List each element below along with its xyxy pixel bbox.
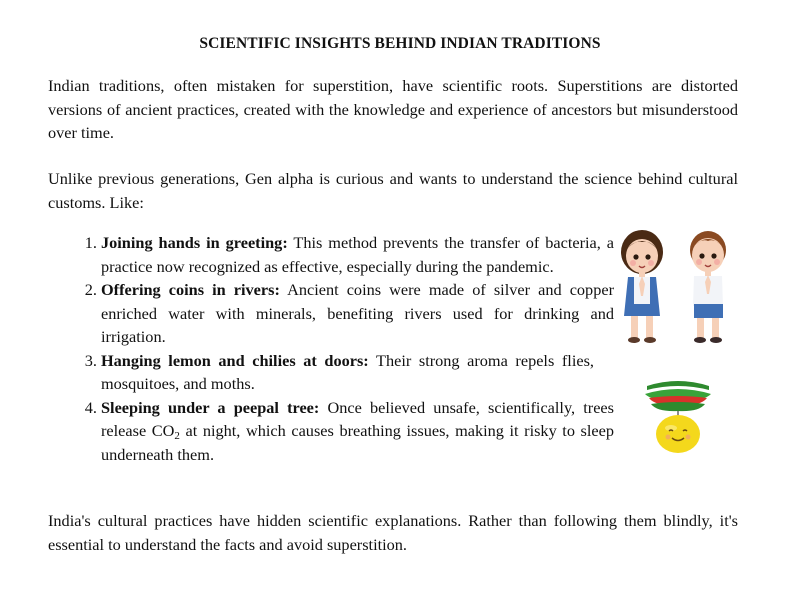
item-heading: Joining hands in greeting:: [101, 233, 288, 252]
children-greeting-illustration: [610, 224, 740, 350]
boy-figure-icon: [690, 231, 726, 343]
lemon-chili-charm-illustration: [643, 376, 713, 456]
item-text: Ancient coins were made of silver and copper enriched water with minerals, benefiting rivers used for drinking and irrigation.: [101, 280, 614, 346]
item-heading: Sleeping under a peepal tree:: [101, 397, 320, 417]
girl-figure-icon: [621, 230, 663, 343]
document-title: SCIENTIFIC INSIGHTS BEHIND INDIAN TRADITIONS: [199, 35, 601, 52]
lemon-icon: [656, 415, 700, 453]
lead-in-paragraph: Unlike previous generations, Gen alpha is curious and wants to understand the science behind cultural customs. Like:: [48, 169, 738, 212]
list-item: [101, 349, 594, 396]
chili-icon: [651, 402, 705, 411]
traditions-list: [48, 231, 614, 466]
chili-icon: [647, 381, 709, 390]
item-heading: Hanging lemon and chilies at doors:: [101, 350, 369, 370]
list-item: [101, 231, 614, 278]
item-heading: Offering coins in rivers:: [101, 280, 280, 299]
co2-subscript: 2: [174, 430, 180, 442]
item-text: This method prevents the transfer of bacteria, a practice now recognized as effective, especially during the pandemic.: [101, 233, 614, 276]
item-text: Once believed unsafe, scientifically, trees release CO: [101, 397, 614, 440]
item-text: at night, which causes breathing issues, making it risky to sleep underneath them.: [101, 421, 615, 464]
conclusion-paragraph: India's cultural practices have hidden scientific explanations. Rather than following them blindly, it's essential to understand the facts and avoid superstition.: [48, 511, 738, 554]
intro-paragraph: Indian traditions, often mistaken for superstition, have scientific roots. Superstitions are distorted versions of ancient practices, created with the knowledge and experience of ancestors but misunderstood over time.: [48, 76, 738, 142]
list-item: [101, 278, 614, 349]
item-text: Their strong aroma repels flies, mosquitoes, and moths.: [101, 350, 594, 393]
list-item: [101, 396, 614, 467]
